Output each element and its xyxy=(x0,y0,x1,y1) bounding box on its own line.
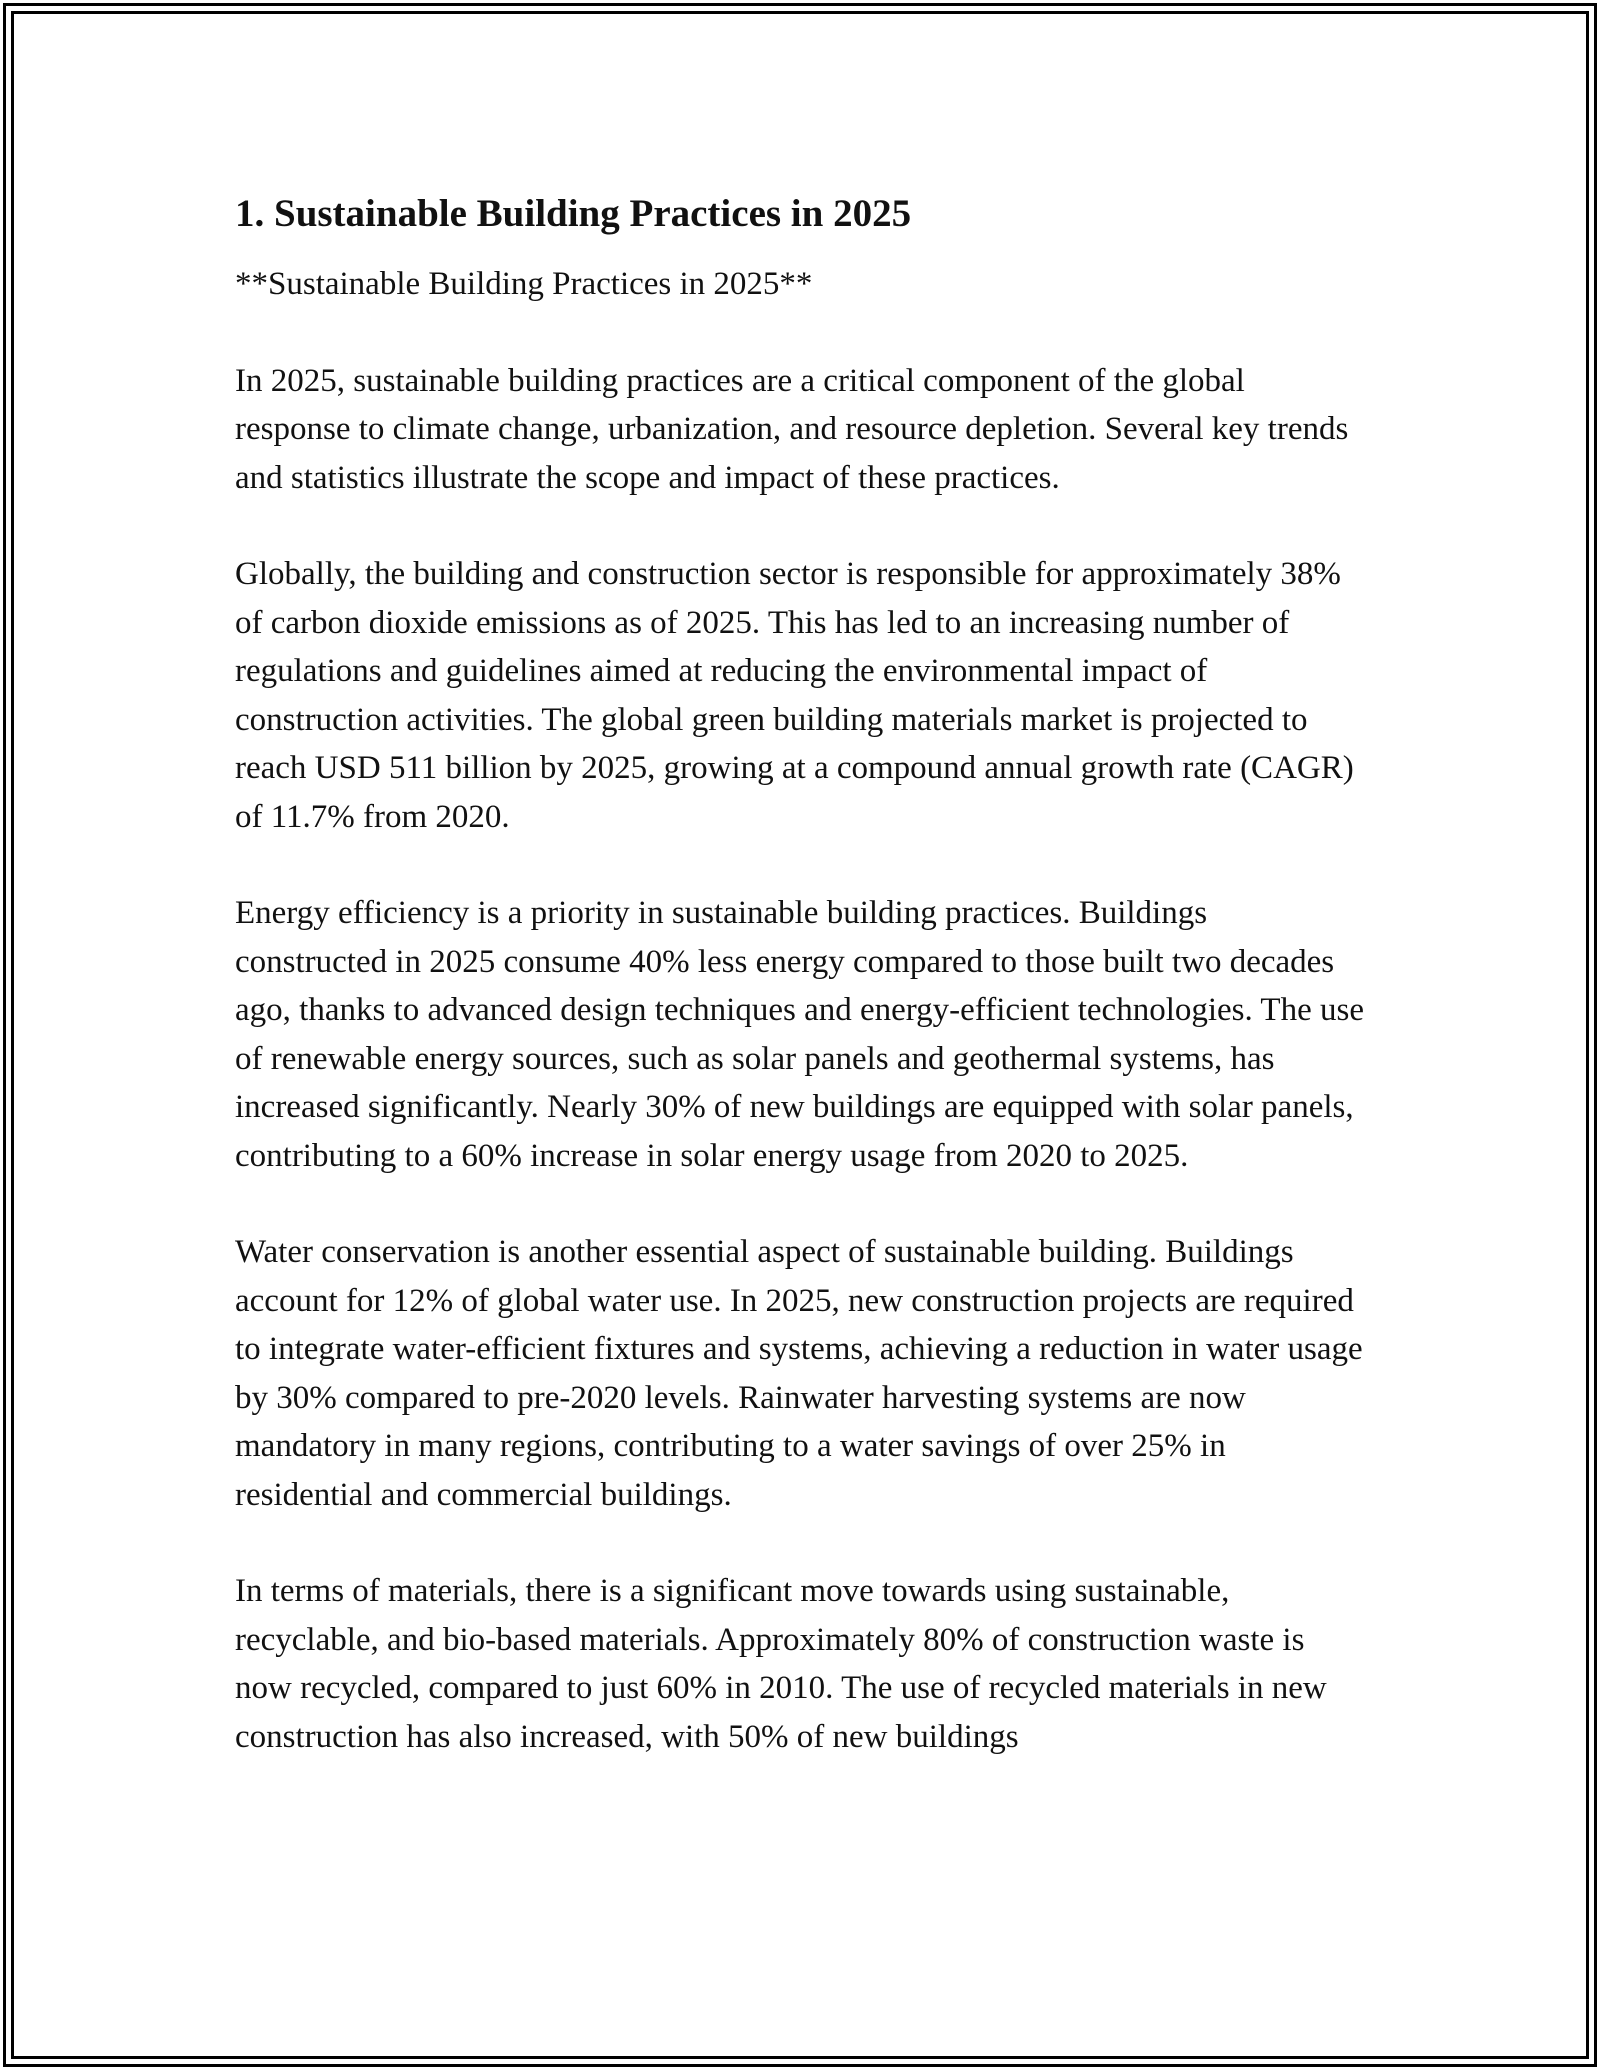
paragraph-materials: In terms of materials, there is a significant move towards using sustainable, recyclable, and bio-based materials. Approximately 80% of construction waste is now recycled, compared to just 60% in 2010. The use of recycled materials in new construction has also increased, with 50% of new buildings xyxy=(235,1573,1327,1755)
section-heading: 1. Sustainable Building Practices in 2025 xyxy=(235,192,912,235)
section-subtitle: **Sustainable Building Practices in 2025** xyxy=(235,266,813,302)
document-body xyxy=(235,186,1365,1761)
paragraph-emissions: Globally, the building and construction sector is responsible for approximately 38% of carbon dioxide emissions as of 2025. This has led to an increasing number of regulations and guidelines aimed at reducing the environmental impact of construction activities. The global green building materials market is projected to reach USD 511 billion by 2025, growing at a compound annual growth rate (CAGR) of 11.7% from 2020. xyxy=(235,556,1354,835)
paragraph-water-conservation: Water conservation is another essential aspect of sustainable building. Buildings account for 12% of global water use. In 2025, new construction projects are required to integrate water-efficient fixtures and systems, achieving a reduction in water usage by 30% compared to pre-2020 levels. Rainwater harvesting systems are now mandatory in many regions, contributing to a water savings of over 25% in residential and commercial buildings. xyxy=(235,1234,1363,1513)
paragraph-energy-efficiency: Energy efficiency is a priority in sustainable building practices. Buildings constructed in 2025 consume 40% less energy compared to those built two decades ago, thanks to advanced design techniques and energy-efficient technologies. The use of renewable energy sources, such as solar panels and geothermal systems, has increased significantly. Nearly 30% of new buildings are equipped with solar panels, contributing to a 60% increase in solar energy usage from 2020 to 2025. xyxy=(235,895,1364,1174)
paragraph-intro: In 2025, sustainable building practices are a critical component of the global response to climate change, urbanization, and resource depletion. Several key trends and statistics illustrate the scope and impact of these practices. xyxy=(235,362,1349,496)
